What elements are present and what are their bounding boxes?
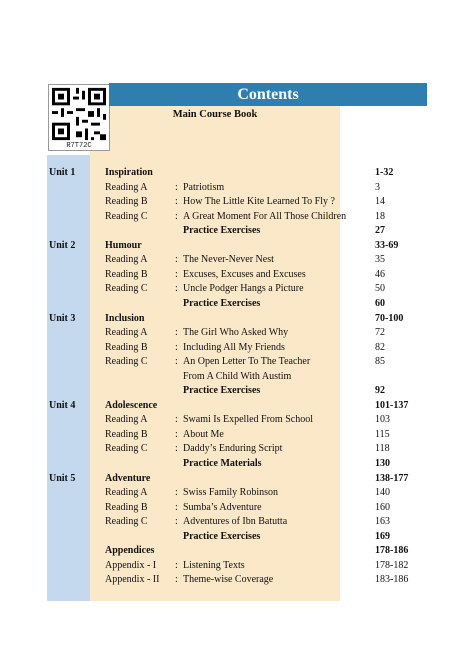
toc-row [0, 297, 474, 311]
reading-label: Appendix - I [105, 559, 157, 571]
reading-label: Reading C [105, 283, 148, 295]
chapter-title: Adventures of Ibn Batutta [183, 516, 288, 528]
toc-row [0, 413, 474, 427]
unit-number: Unit 4 [49, 399, 76, 411]
separator: : [175, 356, 178, 368]
page-number: 115 [375, 428, 390, 440]
unit-number: Unit 1 [49, 167, 76, 178]
toc-unit-row [0, 544, 474, 558]
page-subtitle: Main Course Book [172, 109, 258, 120]
toc-row [0, 268, 474, 282]
toc-row [0, 282, 474, 296]
toc-row [0, 559, 474, 573]
chapter-title: Uncle Podger Hangs a Picture [183, 283, 304, 295]
separator: : [175, 283, 178, 295]
qr-code-label: R7T72C [48, 142, 110, 151]
unit-title: Humour [105, 239, 142, 251]
toc-row [0, 486, 474, 500]
page-number: 50 [375, 283, 385, 295]
page-number: 85 [375, 356, 385, 368]
page-number: 18 [375, 210, 385, 222]
chapter-title: Excuses, Excuses and Excuses [183, 268, 306, 280]
toc-row [0, 530, 474, 544]
page-number: 130 [375, 458, 390, 469]
chapter-title: Listening Texts [183, 559, 245, 571]
chapter-title: A Great Moment For All Those Children [183, 210, 347, 222]
toc-row [0, 195, 474, 209]
chapter-title: From A Child With Austim [183, 370, 292, 382]
separator: : [175, 341, 178, 353]
reading-label: Reading A [105, 254, 148, 266]
chapter-title: Including All My Friends [183, 341, 285, 353]
page-number: 46 [375, 268, 385, 280]
page-number: 70-100 [375, 312, 404, 324]
page-number: 92 [375, 385, 385, 397]
chapter-title: An Open Letter To The Teacher [183, 356, 311, 368]
toc-row [0, 384, 474, 398]
page-number: 169 [375, 530, 390, 542]
page-number: 178-186 [375, 545, 409, 557]
toc-unit-row [0, 472, 474, 486]
chapter-title: Theme-wise Coverage [183, 574, 274, 586]
page-title: Contents [109, 83, 427, 106]
unit-title: Inclusion [105, 312, 145, 324]
separator: : [175, 487, 178, 499]
reading-label: Reading B [105, 501, 148, 513]
toc-unit-row [0, 239, 474, 253]
page-number: 33-69 [375, 239, 399, 251]
toc-row [0, 573, 474, 587]
separator: : [175, 414, 178, 426]
toc-row [0, 515, 474, 529]
unit-title: Adolescence [105, 399, 158, 411]
reading-label: Reading A [105, 181, 148, 193]
page-number: 14 [375, 196, 385, 208]
toc-row [0, 181, 474, 195]
toc-row [0, 501, 474, 515]
chapter-title: Patriotism [183, 181, 225, 193]
separator: : [175, 181, 178, 193]
unit-number: Unit 3 [49, 312, 76, 324]
reading-label: Reading C [105, 443, 148, 455]
separator: : [175, 516, 178, 528]
toc-unit-row [0, 166, 474, 180]
toc-row [0, 224, 474, 238]
toc-unit-row [0, 312, 474, 326]
page-number: 118 [375, 443, 390, 455]
unit-number: Unit 2 [49, 239, 76, 251]
separator: : [175, 559, 178, 571]
separator: : [175, 196, 178, 208]
toc-row [0, 326, 474, 340]
practice-title: Practice Exercises [183, 385, 261, 397]
page-number: 178-182 [375, 559, 409, 571]
separator: : [175, 574, 178, 586]
reading-label: Reading C [105, 356, 148, 368]
toc-row [0, 253, 474, 267]
separator: : [175, 327, 178, 339]
toc-unit-row [0, 399, 474, 413]
toc-row [0, 442, 474, 456]
chapter-title: Daddy’s Enduring Script [183, 443, 283, 455]
reading-label: Reading B [105, 428, 148, 440]
page-number: 72 [375, 327, 385, 339]
practice-title: Practice Materials [183, 458, 262, 469]
page-number: 60 [375, 297, 385, 309]
chapter-title: About Me [183, 428, 224, 440]
chapter-title: How The Little Kite Learned To Fly ? [183, 196, 335, 208]
page-number: 101-137 [375, 399, 409, 411]
page-number: 1-32 [375, 167, 394, 178]
unit-number: Unit 5 [49, 472, 76, 484]
separator: : [175, 501, 178, 513]
toc-row [0, 210, 474, 224]
page-number: 183-186 [375, 574, 409, 586]
practice-title: Practice Exercises [183, 530, 261, 542]
page-number: 3 [375, 181, 380, 193]
unit-title: Adventure [105, 472, 151, 484]
reading-label: Reading B [105, 268, 148, 280]
chapter-title: Swiss Family Robinson [183, 487, 279, 499]
reading-label: Reading A [105, 487, 148, 499]
chapter-title: Swami Is Expelled From School [183, 414, 313, 426]
page-number: 160 [375, 501, 390, 513]
practice-title: Practice Exercises [183, 297, 261, 309]
page-number: 27 [375, 225, 385, 237]
reading-label: Reading C [105, 516, 148, 528]
separator: : [175, 210, 178, 222]
reading-label: Reading C [105, 210, 148, 222]
page-number: 138-177 [375, 472, 409, 484]
toc-row [0, 457, 474, 471]
page-number: 163 [375, 516, 390, 528]
practice-title: Practice Exercises [183, 225, 261, 237]
separator: : [175, 443, 178, 455]
reading-label: Reading A [105, 414, 148, 426]
toc-row [0, 370, 474, 384]
separator: : [175, 428, 178, 440]
page-number: 82 [375, 341, 385, 353]
reading-label: Appendix - II [105, 574, 160, 586]
reading-label: Reading B [105, 196, 148, 208]
chapter-title: The Never-Never Nest [183, 254, 274, 266]
page-number: 35 [375, 254, 385, 266]
page-number: 103 [375, 414, 390, 426]
chapter-title: The Girl Who Asked Why [183, 327, 289, 339]
separator: : [175, 254, 178, 266]
separator: : [175, 268, 178, 280]
toc-row [0, 428, 474, 442]
toc-row [0, 341, 474, 355]
page-number: 140 [375, 487, 390, 499]
unit-title: Appendices [105, 545, 155, 557]
unit-title: Inspiration [105, 167, 153, 178]
reading-label: Reading B [105, 341, 148, 353]
reading-label: Reading A [105, 327, 148, 339]
toc-row [0, 355, 474, 369]
chapter-title: Sumba’s Adventure [183, 501, 262, 513]
